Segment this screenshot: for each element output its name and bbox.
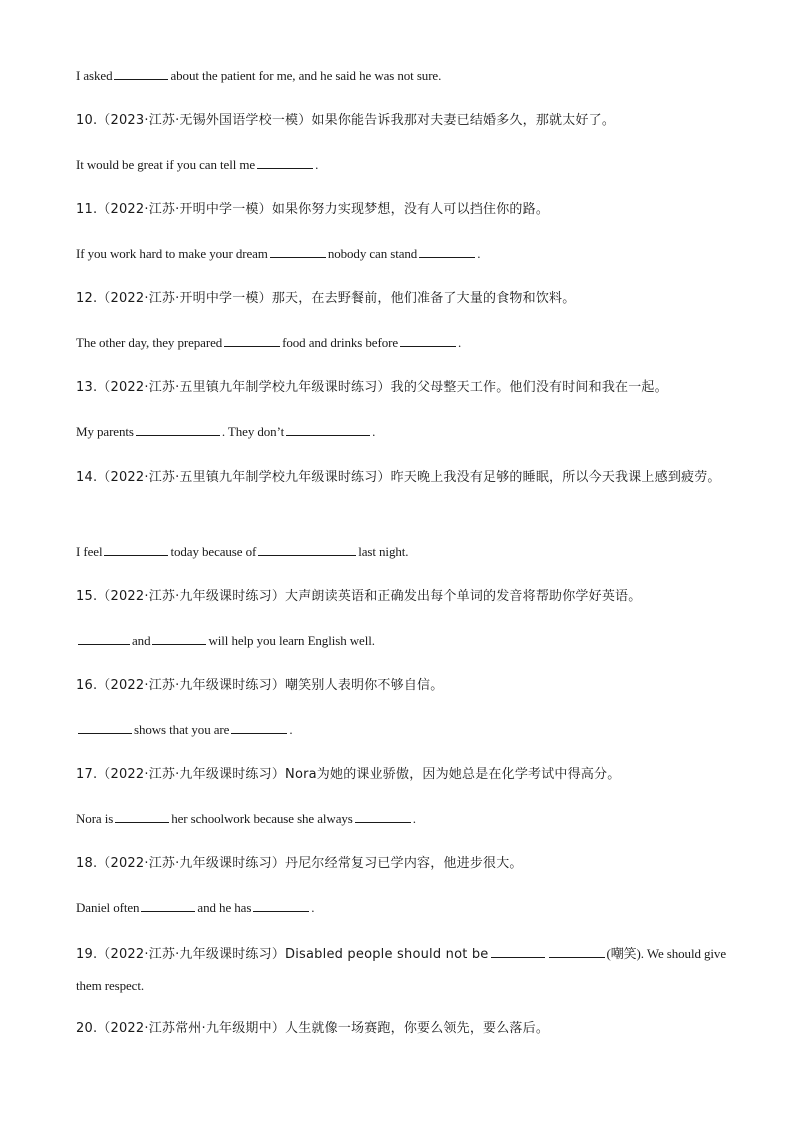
blank[interactable] bbox=[78, 722, 132, 734]
blank[interactable] bbox=[152, 633, 206, 645]
answer-line-12: The other day, they prepared food and drinks before . bbox=[76, 335, 462, 350]
question-11: 11.（2022·江苏·开明中学一模）如果你努力实现梦想，没有人可以挡住你的路。 bbox=[76, 202, 550, 217]
question-16: 16.（2022·江苏·九年级课时练习）嘲笑别人表明你不够自信。 bbox=[76, 678, 444, 693]
answer-line-18: Daniel often and he has . bbox=[76, 900, 315, 915]
answer-line-15: and will help you learn English well. bbox=[76, 633, 734, 649]
question-13: 13.（2022·江苏·五里镇九年制学校九年级课时练习）我的父母整天工作。他们没有时间和我在一起。 bbox=[76, 380, 668, 395]
answer-line-13: My parents . They don’t . bbox=[76, 424, 376, 439]
blank[interactable] bbox=[224, 335, 280, 347]
answer-line-16: shows that you are . bbox=[76, 722, 734, 738]
blank[interactable] bbox=[258, 544, 356, 556]
question-10: 10.（2023·江苏·无锡外国语学校一模）如果你能告诉我那对夫妻已结婚多久，那就太好了。 bbox=[76, 113, 616, 128]
blank[interactable] bbox=[253, 900, 309, 912]
blank[interactable] bbox=[231, 722, 287, 734]
blank[interactable] bbox=[400, 335, 456, 347]
question-17: 17.（2022·江苏·九年级课时练习）Nora为她的课业骄傲，因为她总是在化学考试中得高分。 bbox=[76, 767, 621, 782]
question-20: 20.（2022·江苏常州·九年级期中）人生就像一场赛跑，你要么领先，要么落后。 bbox=[76, 1021, 550, 1036]
answer-line-14: I feel today because of last night. bbox=[76, 544, 409, 559]
answer-line-10: It would be great if you can tell me . bbox=[76, 157, 319, 172]
blank[interactable] bbox=[115, 811, 169, 823]
blank[interactable] bbox=[270, 246, 326, 258]
question-19: 19.（2022·江苏·九年级课时练习）Disabled people should not be (嘲笑). We should give them respect. bbox=[76, 946, 726, 993]
blank[interactable] bbox=[114, 68, 168, 80]
blank[interactable] bbox=[257, 157, 313, 169]
question-14: 14.（2022·江苏·五里镇九年制学校九年级课时练习）昨天晚上我没有足够的睡眠，所以今天我课上感到疲劳。 bbox=[76, 470, 721, 485]
question-12: 12.（2022·江苏·开明中学一模）那天，在去野餐前，他们准备了大量的食物和饮料。 bbox=[76, 291, 576, 306]
answer-line-11: If you work hard to make your dream nobody can stand . bbox=[76, 246, 481, 261]
blank[interactable] bbox=[141, 900, 195, 912]
answer-line-17: Nora is her schoolwork because she always . bbox=[76, 811, 416, 826]
blank[interactable] bbox=[549, 946, 605, 958]
question-18: 18.（2022·江苏·九年级课时练习）丹尼尔经常复习已学内容，他进步很大。 bbox=[76, 856, 523, 871]
question-15: 15.（2022·江苏·九年级课时练习）大声朗读英语和正确发出每个单词的发音将帮助你学好英语。 bbox=[76, 589, 642, 604]
blank[interactable] bbox=[78, 633, 130, 645]
blank[interactable] bbox=[136, 424, 220, 436]
blank[interactable] bbox=[491, 946, 545, 958]
blank[interactable] bbox=[286, 424, 370, 436]
blank[interactable] bbox=[104, 544, 168, 556]
answer-line-9: I asked about the patient for me, and he said he was not sure. bbox=[76, 68, 442, 83]
blank[interactable] bbox=[355, 811, 411, 823]
blank[interactable] bbox=[419, 246, 475, 258]
